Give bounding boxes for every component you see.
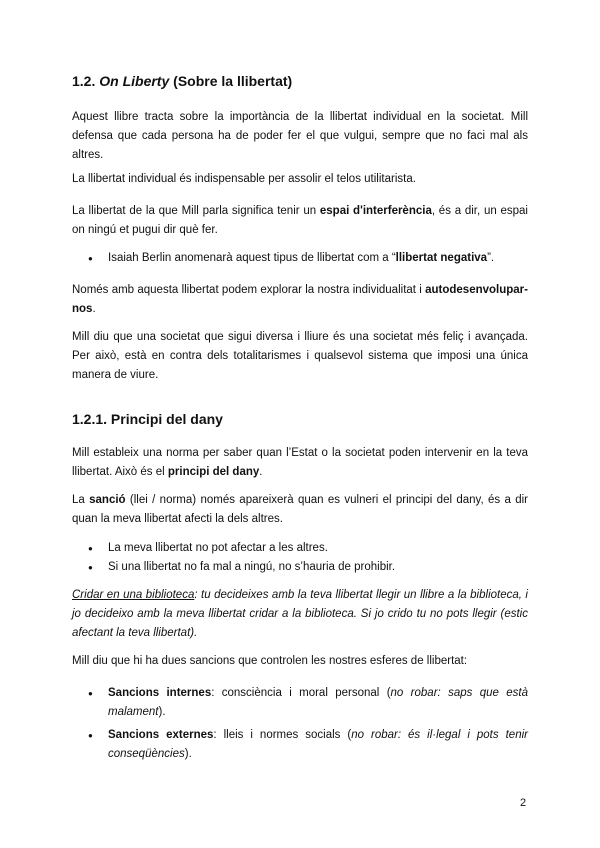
list-item: ● Si una llibertat no fa mal a ningú, no s’hauria de prohibir. xyxy=(72,558,528,577)
paragraph-individualitat: Només amb aquesta llibertat podem explorar la nostra individualitat i autodesenvolupar-nos. xyxy=(72,284,528,315)
paragraph-espai: La llibertat de la que Mill parla significa tenir un espai d'interferència, és a dir, un espai on ningú et pugui dir què fer. xyxy=(72,205,528,236)
paragraph-dues-sancions: Mill diu que hi ha dues sancions que controlen les nostres esferes de llibertat: xyxy=(72,655,468,667)
paragraph-telos: La llibertat individual és indispensable per assolir el telos utilitarista. xyxy=(72,173,416,185)
paragraph-example-biblioteca: Cridar en una biblioteca: tu decideixes amb la teva llibertat llegir un llibre a la biblioteca, i jo decideixo amb la meva llibertat cridar a la biblioteca. Si jo crido tu no pots llegir (estic afectant la teva llibertat). xyxy=(72,589,528,639)
list-item: ● Isaiah Berlin anomenarà aquest tipus de llibertat com a “llibertat negativa”. xyxy=(72,249,528,268)
book-title: On Liberty xyxy=(99,73,170,89)
section-heading-on-liberty xyxy=(72,72,292,90)
section-heading-principi-dany: 1.2.1. Principi del dany xyxy=(72,411,223,427)
list-item: ● La meva llibertat no pot afectar a les altres. xyxy=(72,539,528,558)
page-number: 2 xyxy=(520,797,527,809)
list-item: ● Sancions externes: lleis i normes socials (no robar: és il·legal i pots tenir conseqüències). xyxy=(72,726,528,764)
paragraph-societat: Mill diu que una societat que sigui diversa i lliure és una societat més feliç i avançada. Per això, està en contra dels totalitarismes i qualsevol sistema que imposi una única manera de viure. xyxy=(72,331,528,381)
book-title-translation: (Sobre la llibertat) xyxy=(173,73,293,89)
bullet-list-sancions-2 xyxy=(72,726,528,764)
paragraph-norma: Mill estableix una norma per saber quan l’Estat o la societat poden intervenir en la teva llibertat. Això és el principi del dany. xyxy=(72,447,528,478)
bullet-list-sancions xyxy=(72,684,528,722)
section-number: 1.2. xyxy=(72,73,96,89)
paragraph-sancio: La sanció (llei / norma) només apareixerà quan es vulneri el principi del dany, és a dir quan la meva llibertat afecti la dels altres. xyxy=(72,494,528,525)
list-item: ● Sancions internes: consciència i moral personal (no robar: saps que està malament). xyxy=(72,684,528,722)
paragraph-intro: Aquest llibre tracta sobre la importància de la llibertat individual en la societat. Mill defensa que cada persona ha de poder fer el que vulgui, sempre que no faci mal als altres. xyxy=(72,111,528,161)
bullet-list-dany xyxy=(72,539,528,577)
bullet-list-berlin xyxy=(72,249,528,268)
